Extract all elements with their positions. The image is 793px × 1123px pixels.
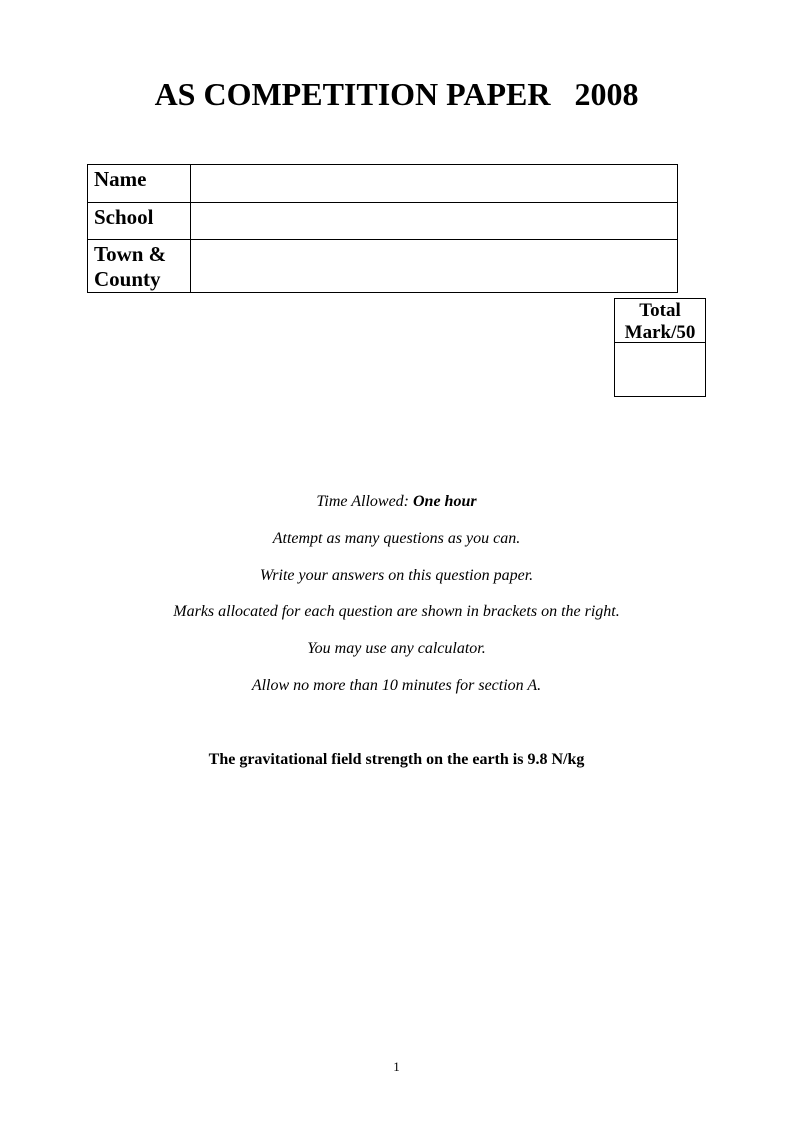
paper-title: AS COMPETITION PAPER 2008 — [154, 76, 639, 112]
name-field[interactable] — [191, 165, 678, 203]
town-county-field[interactable] — [191, 240, 678, 293]
instruction-line: Write your answers on this question paper. — [259, 566, 534, 584]
town-county-label — [88, 240, 191, 293]
page-number: 1 — [393, 1059, 400, 1074]
total-label-line1: Total — [639, 300, 681, 321]
instructions-block — [0, 492, 793, 713]
instruction-line: Allow no more than 10 minutes for section A. — [251, 676, 542, 694]
town-label-line2: County — [94, 267, 161, 291]
town-label-line1: Town & — [94, 242, 167, 266]
school-row — [88, 203, 678, 240]
school-label: School — [88, 203, 191, 240]
school-field[interactable] — [191, 203, 678, 240]
time-allowed — [0, 492, 793, 529]
candidate-details-table — [87, 164, 678, 293]
total-mark-box — [614, 298, 706, 397]
instruction-line: You may use any calculator. — [307, 640, 486, 658]
total-label-line2: Mark/50 — [624, 322, 696, 343]
instruction-line: Marks allocated for each question are shown in brackets on the right. — [173, 603, 620, 621]
town-county-row — [88, 240, 678, 293]
instruction-line: Attempt as many questions as you can. — [272, 529, 521, 547]
time-allowed-label: Time Allowed: — [316, 493, 413, 510]
name-label: Name — [88, 165, 191, 203]
time-allowed-value: One hour — [413, 493, 477, 510]
gravity-note: The gravitational field strength on the earth is 9.8 N/kg — [208, 751, 585, 768]
total-mark-field[interactable] — [615, 343, 705, 396]
name-row — [88, 165, 678, 203]
total-mark-label — [615, 299, 705, 343]
